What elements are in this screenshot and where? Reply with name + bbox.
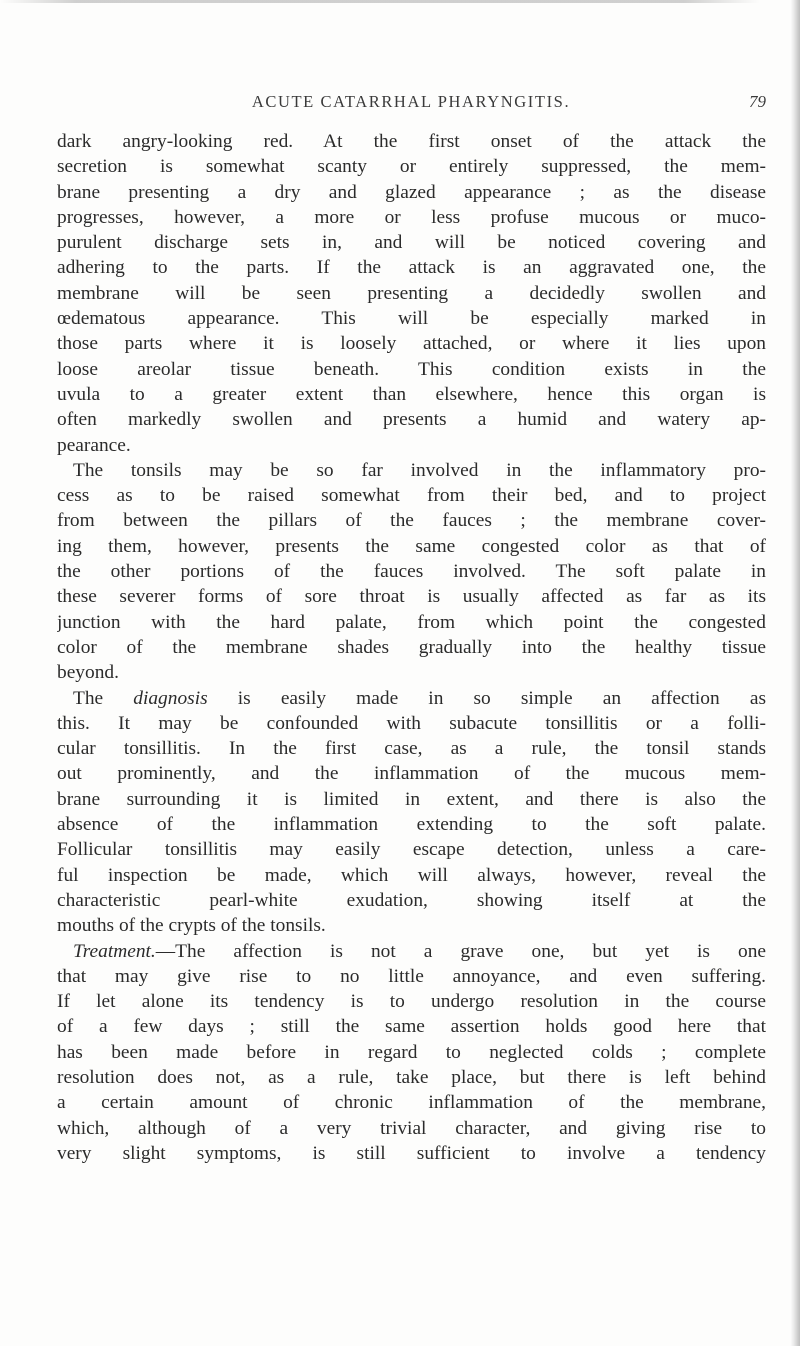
page-number: 79 [749, 92, 766, 111]
text-line: has been made before in regard to neglected colds ; complete [57, 1041, 766, 1063]
text-line: resolution does not, as a rule, take place, but there is left behind [57, 1066, 766, 1088]
text-line: this. It may be confounded with subacute tonsillitis or a folli- [57, 712, 766, 734]
text-line: junction with the hard palate, from which point the congested [57, 611, 766, 633]
text-line: color of the membrane shades gradually into the healthy tissue [57, 636, 766, 658]
text-line: membrane will be seen presenting a decidedly swollen and [57, 282, 766, 304]
section-term-treatment: Treatment. [73, 940, 156, 962]
text-line: mouths of the crypts of the tonsils. [57, 915, 326, 937]
text-line: ful inspection be made, which will always, however, reveal the [57, 864, 766, 886]
text-line: œdematous appearance. This will be especially marked in [57, 308, 766, 330]
text-line: a certain amount of chronic inflammation of the membrane, [57, 1092, 766, 1114]
paragraph-first-line: The tonsils may be so far involved in the inflammatory pro- [73, 459, 766, 481]
text-line: the other portions of the fauces involved. The soft palate in [57, 561, 766, 583]
lead-text: —The affection is not a grave one, but yet is one [155, 940, 766, 962]
text-line: adhering to the parts. If the attack is an aggravated one, the [57, 257, 766, 279]
text-line: those parts where it is loosely attached, or where it lies upon [57, 333, 766, 355]
paragraph-first-line [57, 939, 766, 964]
text-line: progresses, however, a more or less profuse mucous or muco- [57, 206, 766, 228]
paragraph-first-line [57, 686, 766, 711]
text-line: these severer forms of sore throat is usually affected as far as its [57, 586, 766, 608]
text-line: absence of the inflammation extending to the soft palate. [57, 814, 766, 836]
text-line: characteristic pearl-white exudation, showing itself at the [57, 889, 766, 911]
text-line: If let alone its tendency is to undergo resolution in the course [57, 991, 766, 1013]
text-line: very slight symptoms, is still sufficient to involve a tendency [57, 1142, 766, 1164]
text-line: which, although of a very trivial character, and giving rise to [57, 1117, 766, 1139]
text-line: brane presenting a dry and glazed appearance ; as the disease [57, 181, 766, 203]
scan-edge-right [790, 0, 800, 1346]
page-header [56, 90, 766, 114]
lead-text: is easily made in so simple an affection as [207, 687, 766, 709]
text-line: that may give rise to no little annoyance, and even suffering. [57, 965, 766, 987]
text-line: ing them, however, presents the same congested color as that of [57, 535, 766, 557]
running-head: ACUTE CATARRHAL PHARYNGITIS. [251, 92, 571, 111]
text-line: brane surrounding it is limited in extent, and there is also the [57, 788, 766, 810]
text-line: uvula to a greater extent than elsewhere, hence this organ is [57, 383, 766, 405]
text-line: cess as to be raised somewhat from their bed, and to project [57, 485, 766, 507]
text-line: secretion is somewhat scanty or entirely suppressed, the mem- [57, 156, 766, 178]
text-line: pearance. [57, 434, 131, 456]
text-line: Follicular tonsillitis may easily escape detection, unless a care- [57, 839, 766, 861]
scan-edge-top [0, 0, 760, 3]
text-line: from between the pillars of the fauces ; the membrane cover- [57, 510, 766, 532]
text-line: cular tonsillitis. In the first case, as a rule, the tonsil stands [57, 738, 766, 760]
text-line: of a few days ; still the same assertion holds good here that [57, 1016, 766, 1038]
text-line: loose areolar tissue beneath. This condition exists in the [57, 358, 766, 380]
body-text [57, 129, 766, 1166]
text-line: often markedly swollen and presents a humid and watery ap- [57, 409, 766, 431]
text-line: out prominently, and the inflammation of the mucous mem- [57, 763, 766, 785]
text-line: beyond. [57, 662, 119, 684]
text-line: purulent discharge sets in, and will be noticed covering and [57, 232, 766, 254]
section-term-diagnosis: diagnosis [133, 687, 208, 709]
text-line: dark angry-looking red. At the first onset of the attack the [57, 131, 766, 152]
lead-text: The [73, 687, 134, 709]
